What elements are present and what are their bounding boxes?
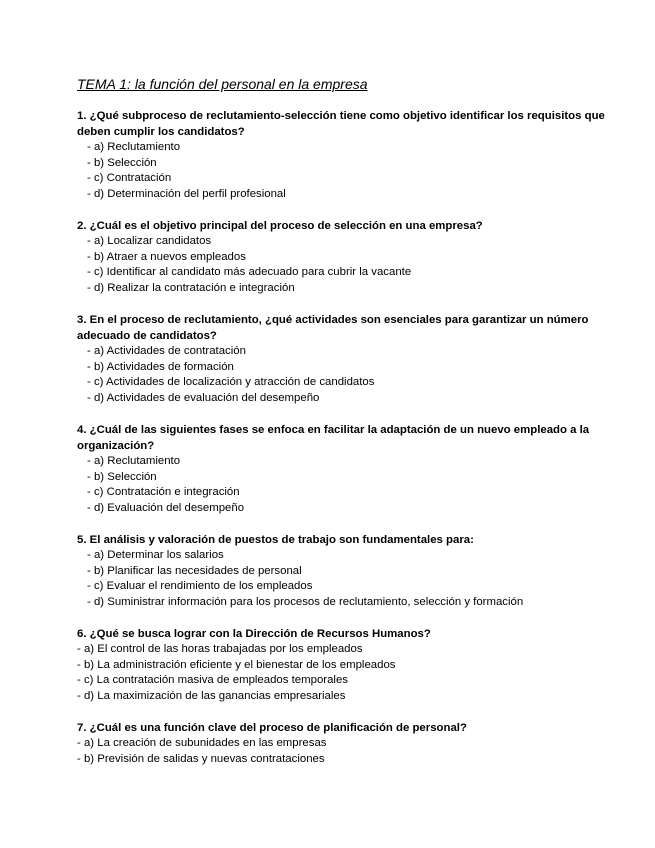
- options-list: [77, 140, 637, 202]
- option-item: - c) Contratación e integración: [87, 486, 240, 498]
- option-item: - b) Selección: [87, 470, 157, 483]
- option-item: - c) Actividades de localización y atracción de candidatos: [87, 376, 375, 388]
- options-list: [77, 642, 637, 704]
- question-3: [77, 312, 637, 406]
- question-1: [77, 108, 637, 202]
- option-item: - b) Actividades de formación: [87, 360, 234, 373]
- question-text: 5. El análisis y valoración de puestos de trabajo son fundamentales para:: [77, 534, 474, 546]
- options-list: [77, 234, 637, 296]
- option-item: - c) La contratación masiva de empleados temporales: [77, 674, 348, 686]
- option-item: - a) Actividades de contratación: [87, 345, 246, 357]
- document-page: [77, 74, 637, 783]
- option-item: - a) Reclutamiento: [87, 141, 181, 153]
- question-text: 3. En el proceso de reclutamiento, ¿qué actividades son esenciales para garantizar un número adecuado de candidatos?: [77, 314, 589, 342]
- option-item: - b) Selección: [87, 156, 157, 169]
- option-item: - b) Planificar las necesidades de personal: [87, 564, 302, 577]
- question-text: 2. ¿Cuál es el objetivo principal del proceso de selección en una empresa?: [77, 220, 483, 232]
- option-item: - a) Determinar los salarios: [87, 549, 224, 561]
- option-item: - a) Reclutamiento: [87, 455, 181, 467]
- option-item: - d) Suministrar información para los procesos de reclutamiento, selección y formación: [87, 595, 524, 608]
- question-text: 6. ¿Qué se busca lograr con la Dirección de Recursos Humanos?: [77, 628, 431, 640]
- question-7: [77, 720, 637, 767]
- question-6: [77, 626, 637, 704]
- options-list: [77, 454, 637, 516]
- option-item: - c) Evaluar el rendimiento de los empleados: [87, 580, 313, 592]
- question-text: 1. ¿Qué subproceso de reclutamiento-selección tiene como objetivo identificar los requisitos que deben cumplir los candidatos?: [77, 110, 605, 138]
- option-item: - a) Localizar candidatos: [87, 235, 212, 247]
- question-text: 4. ¿Cuál de las siguientes fases se enfoca en facilitar la adaptación de un nuevo empleado a la organización?: [77, 424, 590, 452]
- option-item: - d) Evaluación del desempeño: [87, 501, 245, 514]
- option-item: - a) El control de las horas trabajadas por los empleados: [77, 643, 363, 655]
- question-5: [77, 532, 637, 610]
- options-list: [77, 548, 637, 610]
- option-item: - d) Realizar la contratación e integración: [87, 281, 295, 294]
- option-item: - d) La maximización de las ganancias empresariales: [77, 689, 346, 702]
- option-item: - d) Actividades de evaluación del desempeño: [87, 391, 320, 404]
- question-2: [77, 218, 637, 296]
- options-list: [77, 344, 637, 406]
- option-item: - b) La administración eficiente y el bienestar de los empleados: [77, 658, 396, 671]
- document-title: TEMA 1: la función del personal en la empresa: [77, 76, 368, 92]
- option-item: - c) Identificar al candidato más adecuado para cubrir la vacante: [87, 266, 412, 278]
- question-4: [77, 422, 637, 516]
- option-item: - c) Contratación: [87, 172, 172, 184]
- option-item: - b) Atraer a nuevos empleados: [87, 250, 246, 263]
- options-list: [77, 736, 637, 767]
- option-item: - d) Determinación del perfil profesional: [87, 187, 286, 200]
- question-text: 7. ¿Cuál es una función clave del proceso de planificación de personal?: [77, 722, 467, 734]
- option-item: - a) La creación de subunidades en las empresas: [77, 737, 327, 749]
- option-item: - b) Previsión de salidas y nuevas contrataciones: [77, 752, 325, 765]
